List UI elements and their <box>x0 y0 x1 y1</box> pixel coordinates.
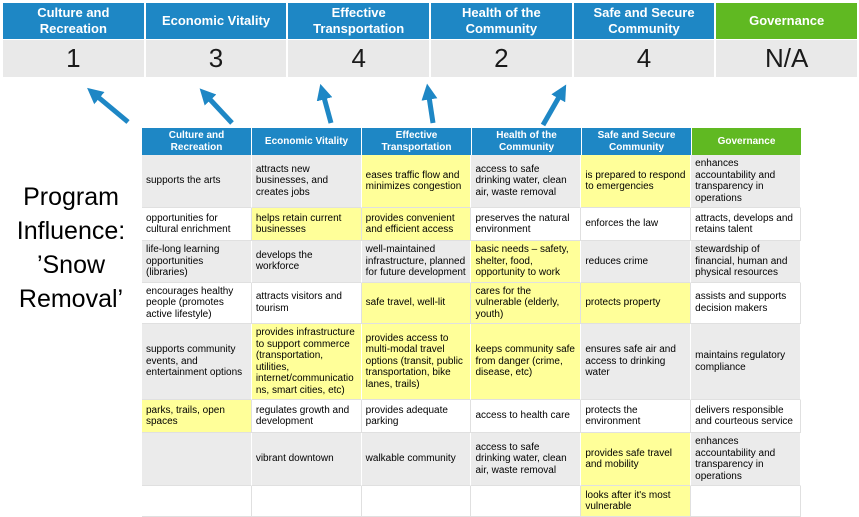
matrix-cell <box>252 433 362 486</box>
matrix-column-header: Governance <box>692 128 801 155</box>
matrix-cell-text: enhances accountability and transparency in operations <box>695 158 776 204</box>
matrix-cell <box>691 283 801 325</box>
title-line: Removal’ <box>18 285 124 313</box>
matrix-cell <box>691 155 801 208</box>
matrix-column-header: Effective Transportation <box>362 128 472 155</box>
priority-header: Economic Vitality <box>146 3 287 39</box>
matrix-cell-highlighted <box>471 283 581 325</box>
priority-column <box>431 3 572 77</box>
matrix-row <box>142 400 801 433</box>
matrix-cell-text: walkable community <box>365 453 456 465</box>
matrix-cell <box>252 486 362 517</box>
priority-score: 3 <box>146 40 287 77</box>
matrix-column-header: Safe and Secure Community <box>582 128 692 155</box>
matrix-cell-text: basic needs – safety, shelter, food, opportunity to work <box>475 244 569 278</box>
matrix-cell <box>142 241 252 283</box>
matrix-cell-highlighted <box>581 283 691 325</box>
matrix-cell-text: looks after it's most vulnerable <box>585 489 671 512</box>
matrix-cell-highlighted <box>362 324 472 400</box>
matrix-cell-text: cares for the vulnerable (elderly, youth) <box>475 285 560 320</box>
matrix-cell <box>252 241 362 283</box>
priority-header: Safe and Secure Community <box>574 3 715 39</box>
matrix-cell <box>691 400 801 433</box>
matrix-cell <box>581 241 691 283</box>
priority-column <box>3 3 144 77</box>
matrix-cell-text: reduces crime <box>585 255 649 267</box>
matrix-cell-highlighted <box>581 486 691 517</box>
matrix-cell-text: supports the arts <box>146 175 221 187</box>
matrix-cell-text: attracts visitors and tourism <box>255 291 342 314</box>
matrix-cell <box>471 486 581 517</box>
priority-header: Culture and Recreation <box>3 3 144 39</box>
matrix-cell-text: maintains regulatory compliance <box>695 350 786 373</box>
matrix-cell <box>252 283 362 325</box>
influence-matrix <box>142 128 801 517</box>
matrix-cell <box>691 208 801 241</box>
matrix-cell <box>252 155 362 208</box>
priority-column <box>288 3 429 77</box>
title-line: ’Snow <box>36 251 106 279</box>
matrix-cell-text: preserves the natural environment <box>475 212 570 235</box>
matrix-cell <box>142 433 252 486</box>
matrix-column-header: Culture and Recreation <box>142 128 252 155</box>
matrix-cell <box>471 208 581 241</box>
matrix-cell-text: access to health care <box>475 410 570 422</box>
priority-column <box>574 3 715 77</box>
priorities-banner <box>3 3 857 77</box>
matrix-cell-highlighted <box>471 324 581 400</box>
matrix-cell <box>142 283 252 325</box>
matrix-cell-text: access to safe drinking water, clean air, waste removal <box>475 163 567 198</box>
matrix-cell-highlighted <box>581 155 691 208</box>
matrix-cell <box>581 324 691 400</box>
matrix-cell-text: supports community events, and entertainment options <box>146 344 243 379</box>
matrix-body <box>142 155 801 517</box>
matrix-cell-text: vibrant downtown <box>255 453 334 465</box>
matrix-cell-highlighted <box>471 241 581 283</box>
matrix-cell-text: develops the workforce <box>255 249 313 273</box>
matrix-cell-highlighted <box>362 283 472 325</box>
up-arrow-icon <box>543 90 563 125</box>
matrix-header-row <box>142 128 801 155</box>
matrix-cell <box>471 433 581 486</box>
matrix-cell <box>471 400 581 433</box>
matrix-cell <box>691 324 801 400</box>
up-arrow-icon <box>92 92 128 122</box>
priority-header: Governance <box>716 3 857 39</box>
title-line: Program <box>23 183 119 211</box>
priority-header: Health of the Community <box>431 3 572 39</box>
matrix-cell-text: is prepared to respond to emergencies <box>585 169 686 192</box>
up-arrow-icon <box>322 90 331 123</box>
matrix-cell-highlighted <box>581 433 691 486</box>
matrix-cell-text: provides safe travel and mobility <box>585 447 673 470</box>
priority-score: 1 <box>3 40 144 77</box>
matrix-cell-text: enforces the law <box>585 218 659 230</box>
priority-score: 4 <box>288 40 429 77</box>
priority-column <box>716 3 857 77</box>
matrix-cell-text: delivers responsible and courteous service <box>695 404 793 427</box>
matrix-row <box>142 208 801 241</box>
matrix-row <box>142 155 801 208</box>
matrix-cell-text: enhances accountability and transparency in operations <box>695 436 776 482</box>
matrix-column-header: Economic Vitality <box>252 128 362 155</box>
matrix-cell <box>362 241 472 283</box>
priority-header: Effective Transportation <box>288 3 429 39</box>
matrix-cell <box>142 486 252 517</box>
matrix-cell-text: encourages healthy people (promotes active lifestyle) <box>146 285 234 320</box>
matrix-cell-text: opportunities for cultural enrichment <box>146 212 231 235</box>
priority-column <box>146 3 287 77</box>
matrix-row <box>142 324 801 400</box>
matrix-cell-highlighted <box>142 400 252 433</box>
matrix-cell <box>252 400 362 433</box>
matrix-cell-text: protects property <box>585 297 661 308</box>
influence-arrows <box>0 76 859 130</box>
matrix-cell <box>142 324 252 400</box>
matrix-cell-text: provides infrastructure to support commerce (transportation, utilities, internet/communications, smart cities, etc) <box>255 327 355 396</box>
matrix-cell <box>362 486 472 517</box>
matrix-cell <box>691 433 801 486</box>
matrix-cell-text: parks, trails, open spaces <box>146 404 225 427</box>
matrix-cell-text: protects the environment <box>585 404 641 427</box>
matrix-cell-text: provides convenient and efficient access <box>365 212 455 235</box>
title-line: Influence: <box>16 217 126 245</box>
matrix-cell <box>471 155 581 208</box>
priority-score: N/A <box>716 40 857 77</box>
matrix-cell-text: access to safe drinking water, clean air, waste removal <box>475 441 567 476</box>
matrix-cell-text: provides access to multi-modal travel options (transit, public transportation, bike lanes, trails) <box>365 332 463 390</box>
program-influence-title <box>0 180 142 316</box>
matrix-cell <box>142 155 252 208</box>
matrix-column-header: Health of the Community <box>472 128 582 155</box>
matrix-cell <box>362 433 472 486</box>
matrix-cell-highlighted <box>362 155 472 208</box>
matrix-cell <box>691 486 801 517</box>
matrix-cell-text: safe travel, well-lit <box>365 297 446 308</box>
matrix-cell-text: attracts new businesses, and creates jobs <box>255 163 329 198</box>
up-arrow-icon <box>204 93 232 123</box>
matrix-cell-text: helps retain current businesses <box>255 212 342 235</box>
matrix-row <box>142 241 801 283</box>
matrix-row <box>142 486 801 517</box>
matrix-cell-text: keeps community safe from danger (crime, disease, etc) <box>475 344 575 379</box>
matrix-cell <box>581 400 691 433</box>
priority-score: 2 <box>431 40 572 77</box>
matrix-cell <box>362 400 472 433</box>
matrix-row <box>142 433 801 486</box>
matrix-cell-text: ensures safe air and access to drinking water <box>585 344 676 379</box>
matrix-cell-text: life-long learning opportunities (libraries) <box>146 244 220 278</box>
matrix-cell-text: regulates growth and development <box>255 404 350 427</box>
up-arrow-icon <box>428 90 433 123</box>
matrix-cell <box>142 208 252 241</box>
matrix-cell-highlighted <box>252 208 362 241</box>
matrix-cell-highlighted <box>362 208 472 241</box>
matrix-cell-text: assists and supports decision makers <box>695 291 787 314</box>
matrix-cell <box>691 241 801 283</box>
matrix-cell-text: provides adequate parking <box>365 404 448 427</box>
matrix-cell-text: attracts, develops and retains talent <box>695 212 793 235</box>
priority-score: 4 <box>574 40 715 77</box>
matrix-cell-text: stewardship of financial, human and physical resources <box>695 244 788 278</box>
matrix-cell <box>581 208 691 241</box>
matrix-cell-text: well-maintained infrastructure, planned for future development <box>365 244 466 278</box>
matrix-row <box>142 283 801 325</box>
matrix-cell-highlighted <box>252 324 362 400</box>
matrix-cell-text: eases traffic flow and minimizes congestion <box>365 169 462 192</box>
